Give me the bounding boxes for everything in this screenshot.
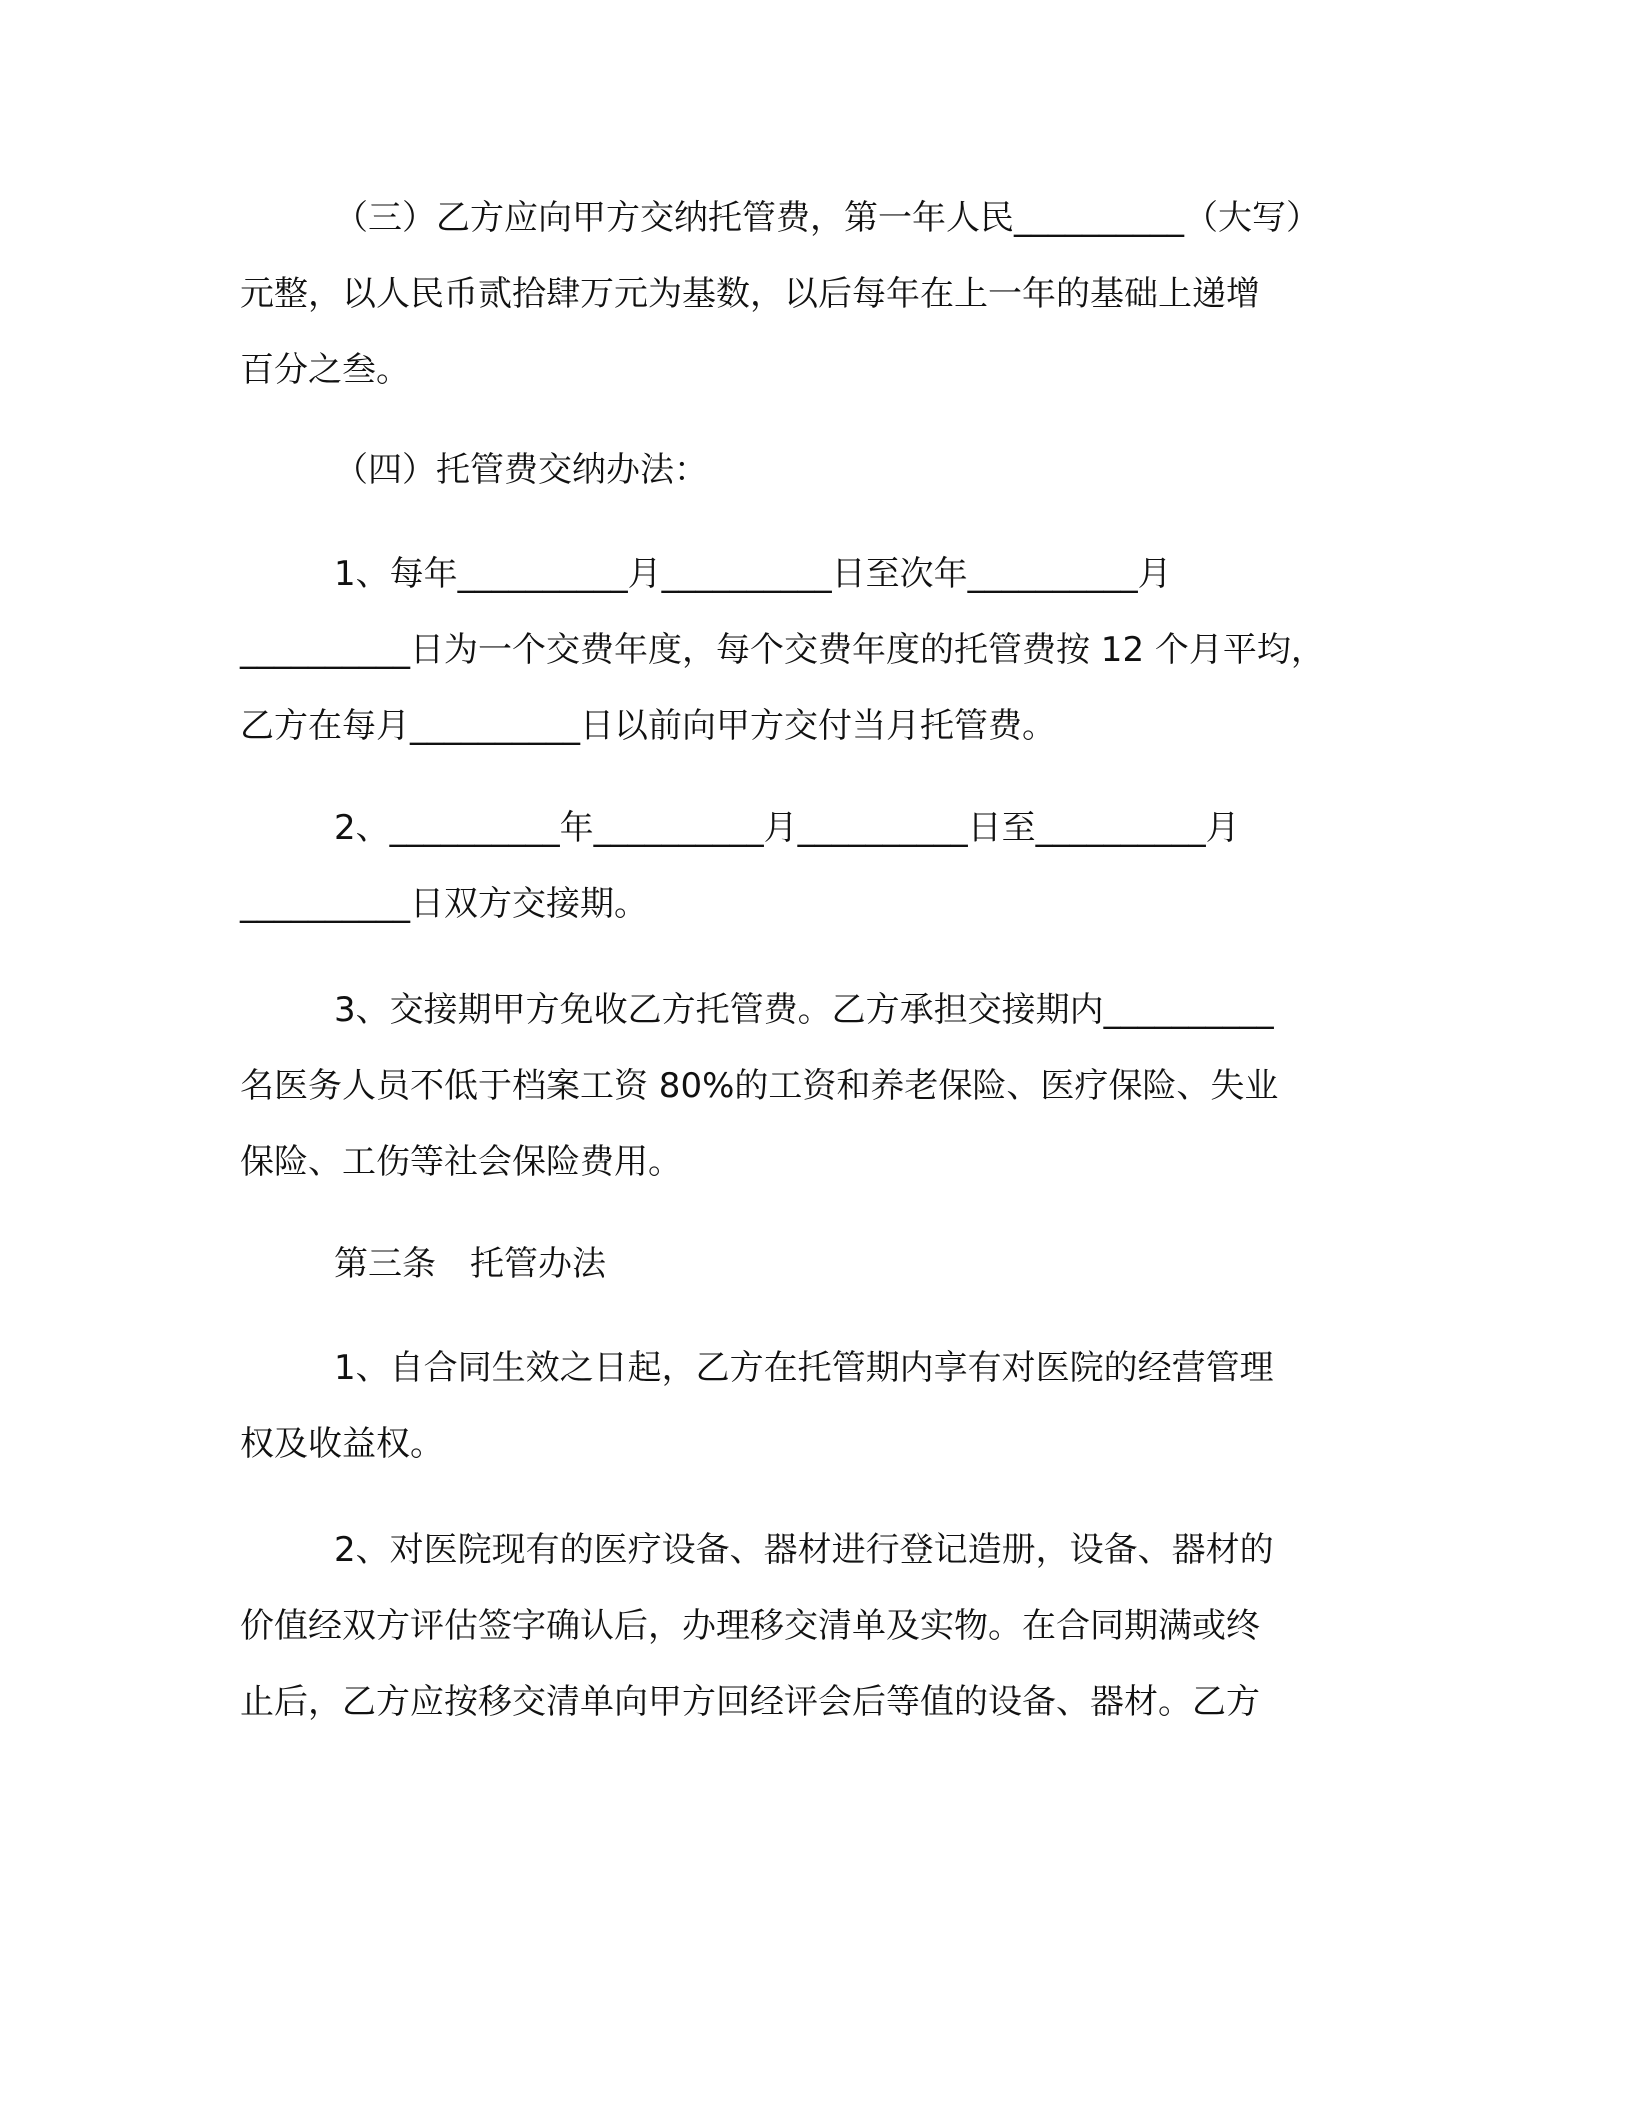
- paragraph-article3-item1-line-1: 1、自合同生效之日起，乙方在托管期内享有对医院的经营管理: [334, 1348, 1274, 1388]
- paragraph-article3-item2-line-2: 价值经双方评估签字确认后，办理移交清单及实物。在合同期满或终: [240, 1606, 1260, 1646]
- paragraph-article3-item2-line-3: 止后，乙方应按移交清单向甲方回经评会后等值的设备、器材。乙方: [240, 1682, 1260, 1722]
- paragraph-item1-line-2: __________日为一个交费年度，每个交费年度的托管费按 12 个月平均，: [240, 630, 1325, 670]
- paragraph-item3-line-2: 名医务人员不低于档案工资 80%的工资和养老保险、医疗保险、失业: [240, 1066, 1279, 1106]
- article-3-heading: 第三条 托管办法: [334, 1244, 606, 1284]
- paragraph-fee-line-3: 百分之叁。: [240, 350, 410, 390]
- paragraph-payment-heading: （四）托管费交纳办法：: [334, 450, 708, 490]
- paragraph-fee-line-1: （三）乙方应向甲方交纳托管费，第一年人民__________（大写）: [334, 198, 1320, 238]
- paragraph-item1-line-3: 乙方在每月__________日以前向甲方交付当月托管费。: [240, 706, 1056, 746]
- paragraph-article3-item2-line-1: 2、对医院现有的医疗设备、器材进行登记造册，设备、器材的: [334, 1530, 1274, 1570]
- paragraph-item1-line-1: 1、每年__________月__________日至次年__________月: [334, 554, 1172, 594]
- paragraph-article3-item1-line-2: 权及收益权。: [240, 1424, 444, 1464]
- paragraph-item3-line-1: 3、交接期甲方免收乙方托管费。乙方承担交接期内__________: [334, 990, 1274, 1030]
- paragraph-item2-line-2: __________日双方交接期。: [240, 884, 648, 924]
- paragraph-item3-line-3: 保险、工伤等社会保险费用。: [240, 1142, 682, 1182]
- paragraph-fee-line-2: 元整，以人民币贰拾肆万元为基数，以后每年在上一年的基础上递增: [240, 274, 1260, 314]
- paragraph-item2-line-1: 2、__________年__________月__________日至__________月: [334, 808, 1240, 848]
